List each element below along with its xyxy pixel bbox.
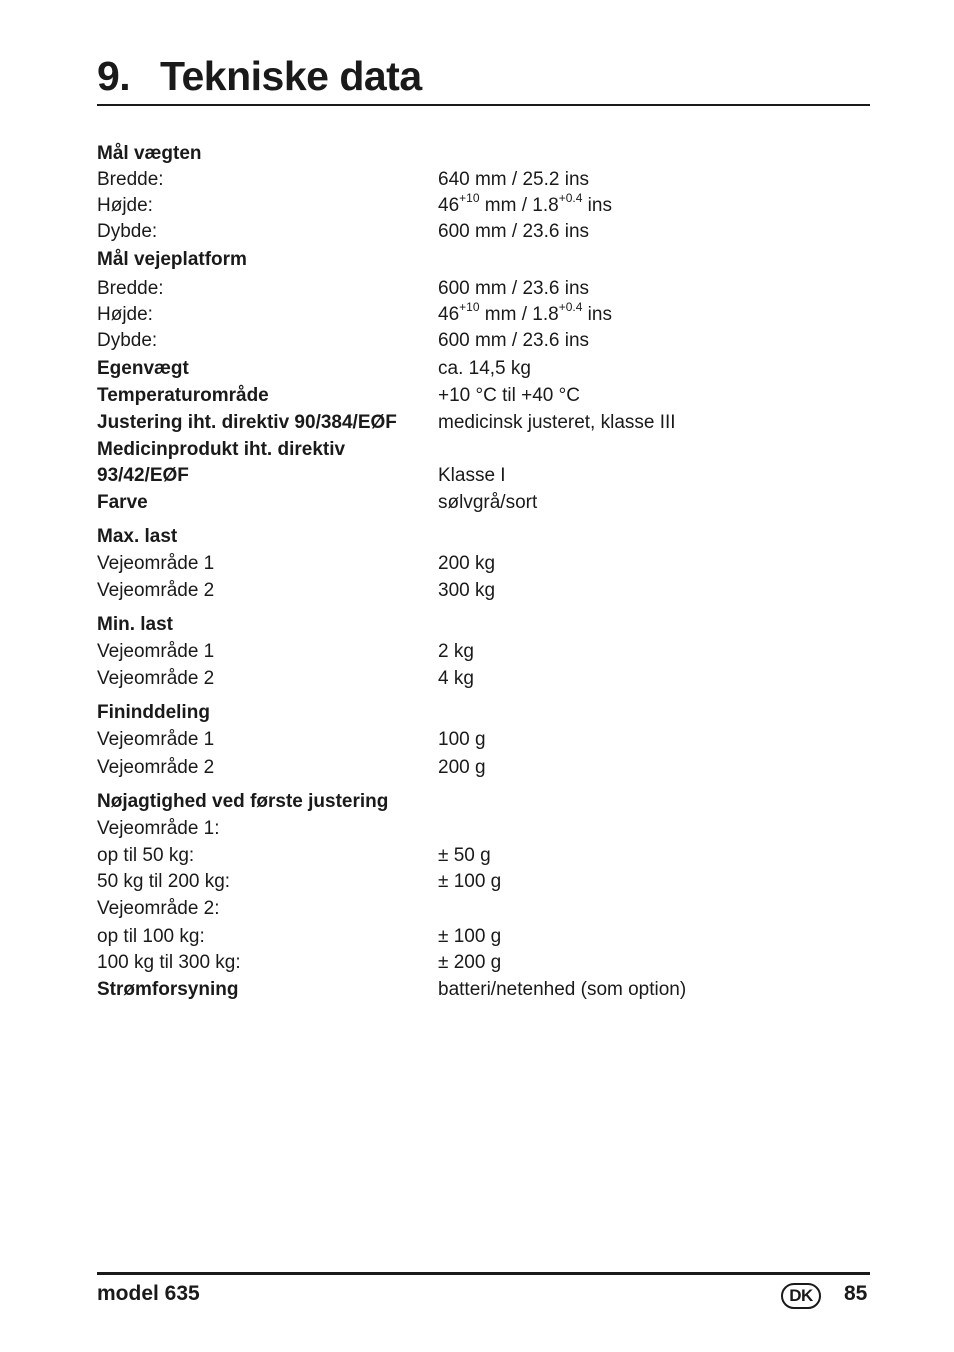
spec-value: 4 kg xyxy=(438,668,474,689)
spec-label: Bredde: xyxy=(97,278,164,299)
spec-row xyxy=(97,328,870,354)
spec-label: Medicinprodukt iht. direktiv xyxy=(97,439,346,460)
model-label: model 635 xyxy=(97,1282,200,1305)
spec-heading: Max. last xyxy=(97,526,178,547)
spec-value: 200 kg xyxy=(438,553,496,574)
spec-label: Bredde: xyxy=(97,169,164,190)
spec-label: Vejeområde 2 xyxy=(97,757,215,778)
country-badge: DK xyxy=(781,1283,821,1309)
spec-label: Vejeområde 2: xyxy=(97,898,220,919)
spec-value: sølvgrå/sort xyxy=(438,492,538,513)
page-number: 85 xyxy=(844,1282,868,1305)
spec-label: Strømforsyning xyxy=(97,979,239,1000)
spec-row xyxy=(97,551,870,577)
spec-row xyxy=(97,190,870,219)
spec-label: Farve xyxy=(97,492,148,513)
spec-heading: Mål vægten xyxy=(97,143,202,164)
spec-heading: Nøjagtighed ved første justering xyxy=(97,791,389,812)
spec-row xyxy=(97,924,870,950)
spec-table xyxy=(97,141,870,1003)
spec-label: Vejeområde 1 xyxy=(97,553,215,574)
spec-label: Vejeområde 2 xyxy=(97,580,215,601)
spec-label: 93/42/EØF xyxy=(97,465,189,486)
spec-value: 200 g xyxy=(438,757,486,778)
spec-row xyxy=(97,977,870,1003)
spec-value: Klasse I xyxy=(438,465,506,486)
spec-row xyxy=(97,666,870,692)
spec-row xyxy=(97,356,870,382)
spec-value: ± 100 g xyxy=(438,871,502,892)
spec-label: Vejeområde 2 xyxy=(97,668,215,689)
spec-row xyxy=(97,410,870,436)
spec-label: Egenvægt xyxy=(97,358,189,379)
spec-value: medicinsk justeret, klasse III xyxy=(438,412,676,433)
spec-value: batteri/netenhed (som option) xyxy=(438,979,687,1000)
spec-row xyxy=(97,437,870,489)
spec-heading: Mål vejeplatform xyxy=(97,249,247,270)
spec-value: ± 50 g xyxy=(438,845,491,866)
spec-row xyxy=(97,299,870,328)
spec-value: ± 200 g xyxy=(438,952,502,973)
spec-value: $46^{+10}$ mm / $1.8^{+0.4}$ ins xyxy=(438,299,612,325)
spec-label: op til 100 kg: xyxy=(97,926,205,947)
spec-value: 600 mm / 23.6 ins xyxy=(438,278,590,299)
spec-subheading xyxy=(97,896,870,922)
spec-value: ± 100 g xyxy=(438,926,502,947)
spec-value: 640 mm / 25.2 ins xyxy=(438,169,590,190)
spec-row xyxy=(97,639,870,665)
spec-row xyxy=(97,869,870,895)
spec-row xyxy=(97,167,870,193)
spec-heading: Fininddeling xyxy=(97,702,210,723)
spec-label: Temperaturområde xyxy=(97,385,269,406)
spec-row xyxy=(97,276,870,302)
spec-row xyxy=(97,490,870,516)
spec-value: 2 kg xyxy=(438,641,474,662)
spec-row xyxy=(97,578,870,604)
spec-label: Højde: xyxy=(97,195,153,216)
spec-value: 600 mm / 23.6 ins xyxy=(438,221,590,242)
spec-value: 100 g xyxy=(438,729,486,750)
spec-label: Vejeområde 1 xyxy=(97,641,215,662)
spec-row xyxy=(97,727,870,753)
spec-row xyxy=(97,219,870,245)
spec-label: Justering iht. direktiv 90/384/EØF xyxy=(97,412,397,433)
spec-value: ca. 14,5 kg xyxy=(438,358,531,379)
spec-label: 50 kg til 200 kg: xyxy=(97,871,231,892)
footer-divider xyxy=(97,1272,870,1275)
spec-value: +10 °C til +40 °C xyxy=(438,385,580,406)
section-title: Tekniske data xyxy=(160,53,422,99)
spec-label: op til 50 kg: xyxy=(97,845,195,866)
page-title xyxy=(97,52,422,100)
spec-row xyxy=(97,383,870,409)
title-divider xyxy=(97,104,870,106)
spec-value: $46^{+10}$ mm / $1.8^{+0.4}$ ins xyxy=(438,190,612,216)
spec-heading: Min. last xyxy=(97,614,174,635)
spec-label: Vejeområde 1: xyxy=(97,818,220,839)
spec-label: Dybde: xyxy=(97,221,158,242)
spec-row xyxy=(97,843,870,869)
spec-label: Højde: xyxy=(97,304,153,325)
spec-row xyxy=(97,755,870,781)
spec-value: 300 kg xyxy=(438,580,496,601)
spec-label: Dybde: xyxy=(97,330,158,351)
spec-row xyxy=(97,950,870,976)
spec-label: Vejeområde 1 xyxy=(97,729,215,750)
spec-value: 600 mm / 23.6 ins xyxy=(438,330,590,351)
section-number: 9. xyxy=(97,53,131,99)
spec-subheading xyxy=(97,816,870,842)
spec-label: 100 kg til 300 kg: xyxy=(97,952,241,973)
